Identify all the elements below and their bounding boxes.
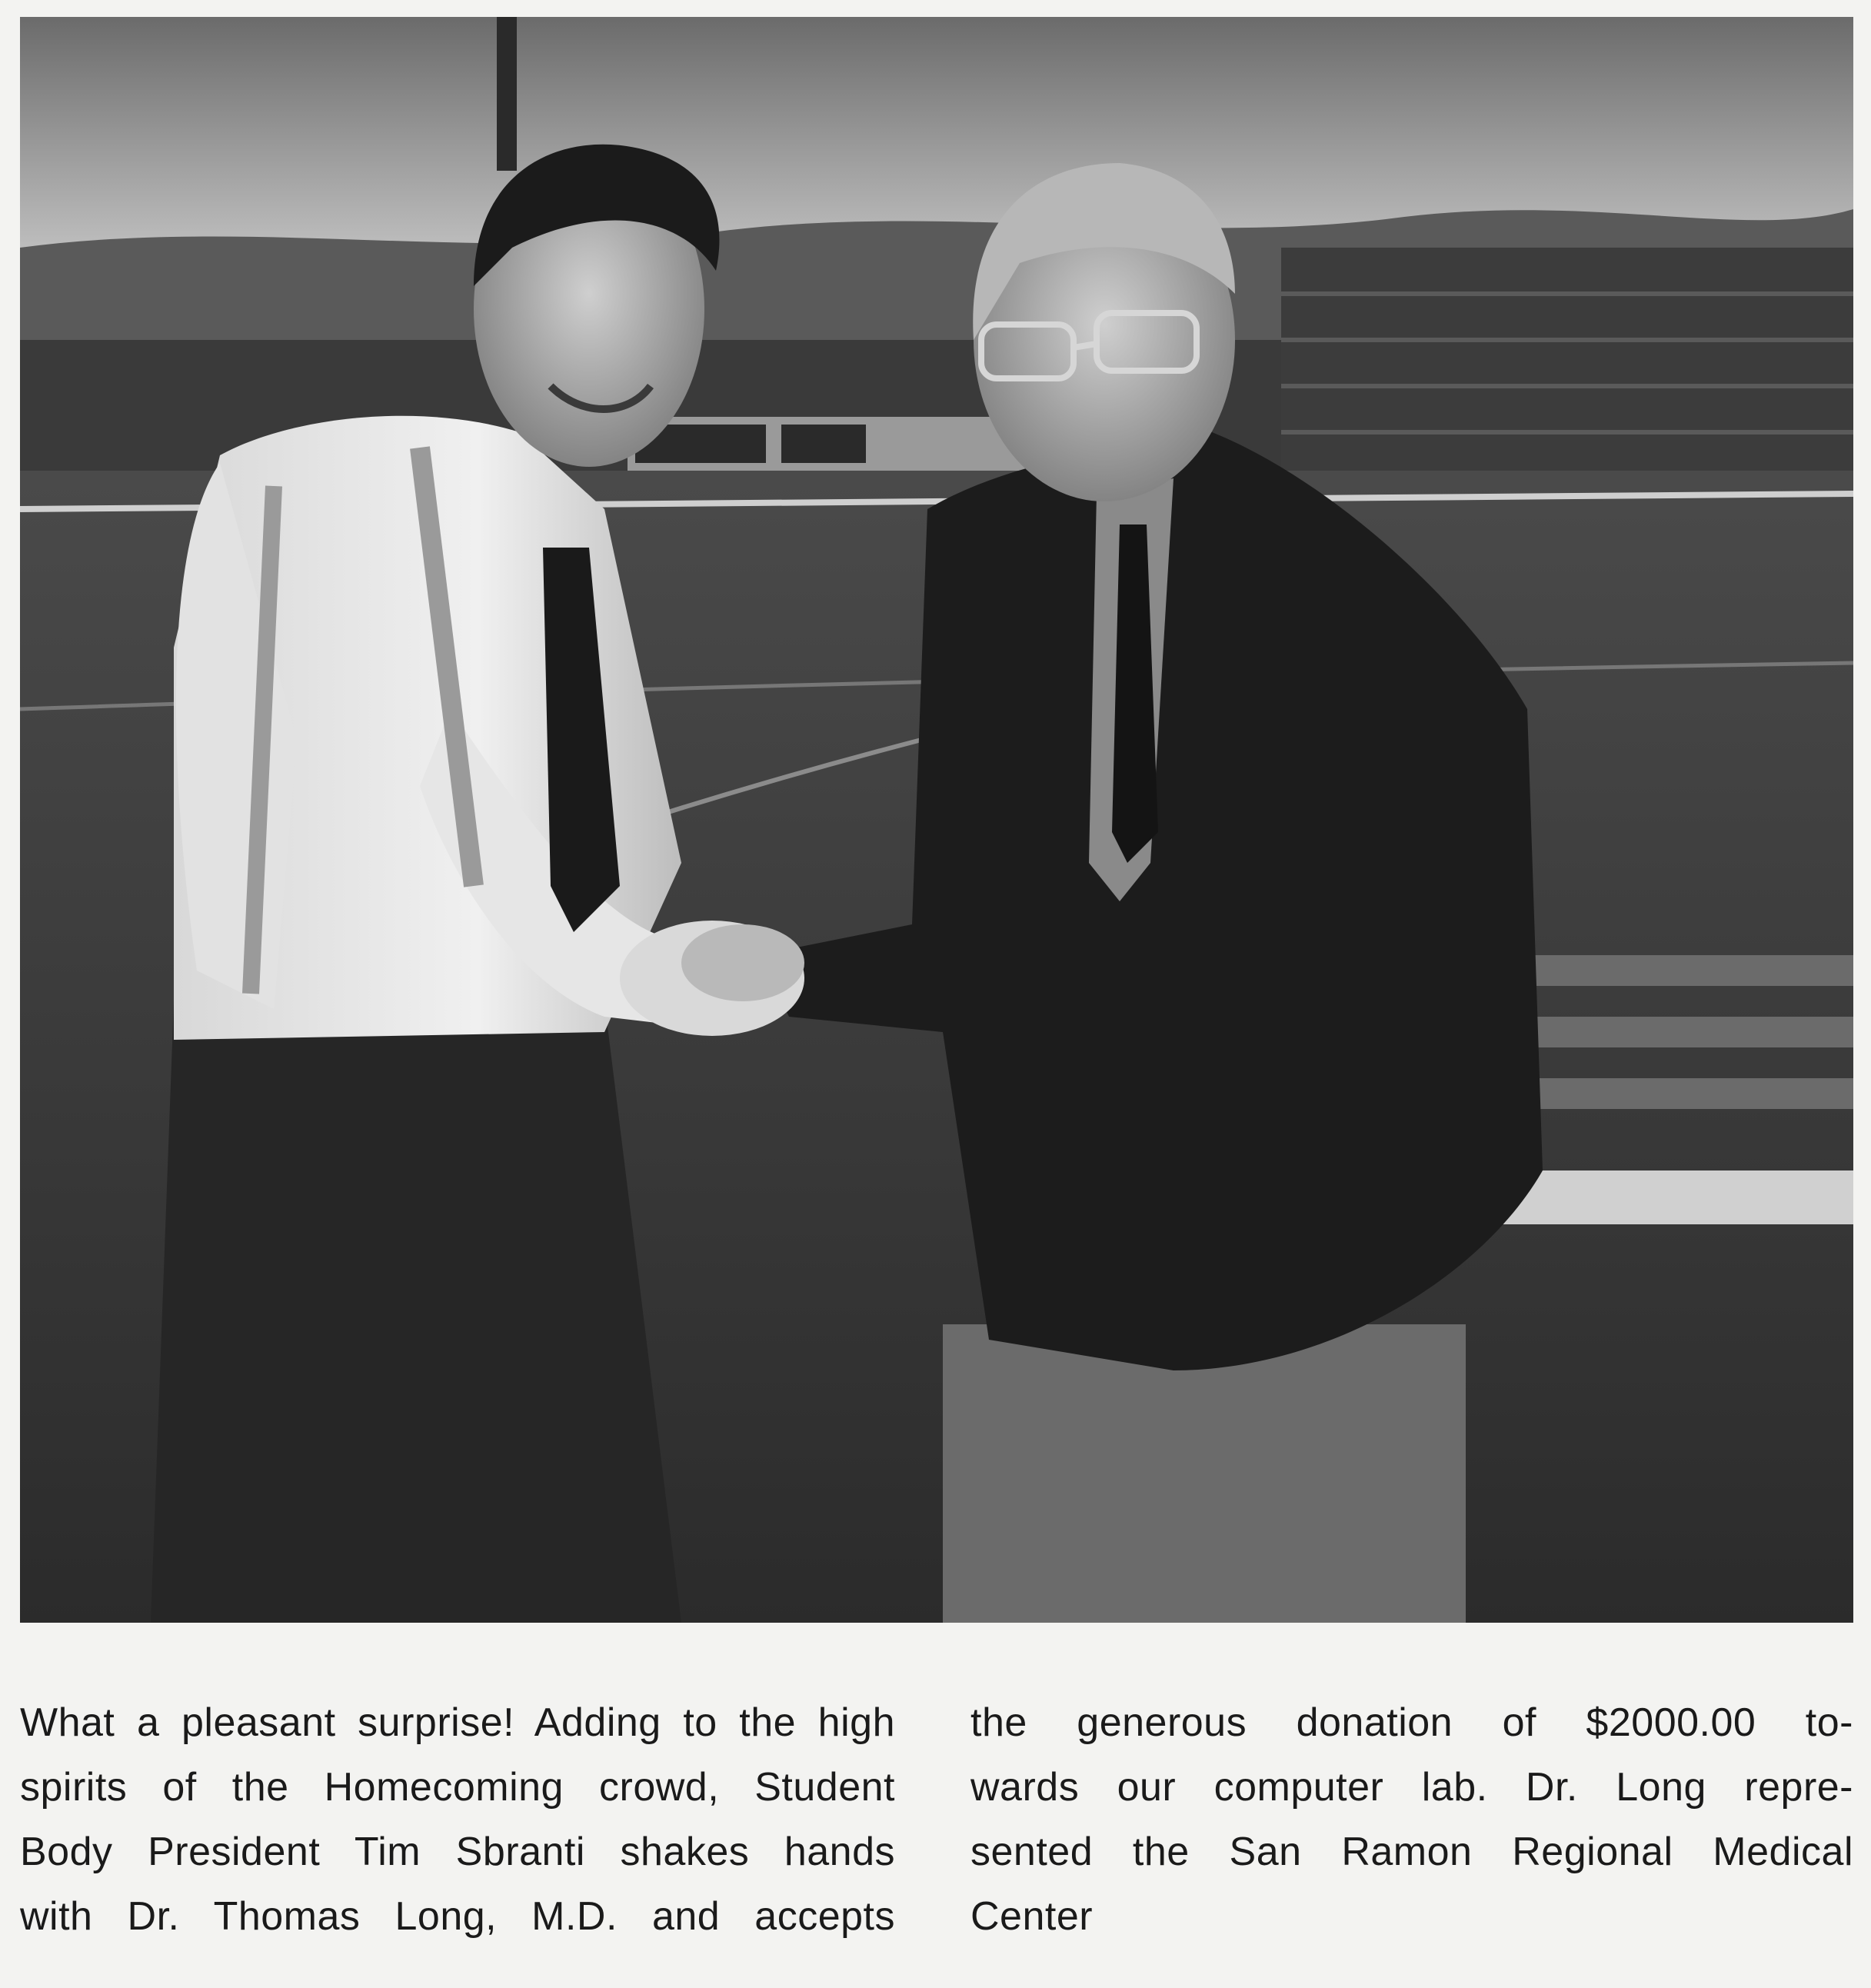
bench	[1527, 955, 1853, 986]
photo-illustration	[20, 17, 1853, 1623]
stadium-stands	[1281, 248, 1853, 478]
caption-line: Body President Tim Sbranti shakes hands	[20, 1830, 895, 1874]
caption-line: Center	[970, 1894, 1094, 1939]
caption-line: spirits of the Homecoming crowd, Student	[20, 1765, 895, 1810]
caption-right-column	[970, 1690, 1853, 1949]
caption-line: the generous donation of $2000.00 to-	[970, 1700, 1853, 1745]
caption-line: with Dr. Thomas Long, M.D. and accepts	[20, 1894, 895, 1939]
handshake-photo	[20, 17, 1853, 1623]
light-pole	[497, 17, 517, 171]
caption-line: sented the San Ramon Regional Medical	[970, 1830, 1853, 1874]
caption-line: wards our computer lab. Dr. Long repre-	[970, 1765, 1853, 1810]
caption-line: What a pleasant surprise! Adding to the high	[20, 1700, 895, 1745]
caption-left-column	[20, 1690, 895, 1949]
